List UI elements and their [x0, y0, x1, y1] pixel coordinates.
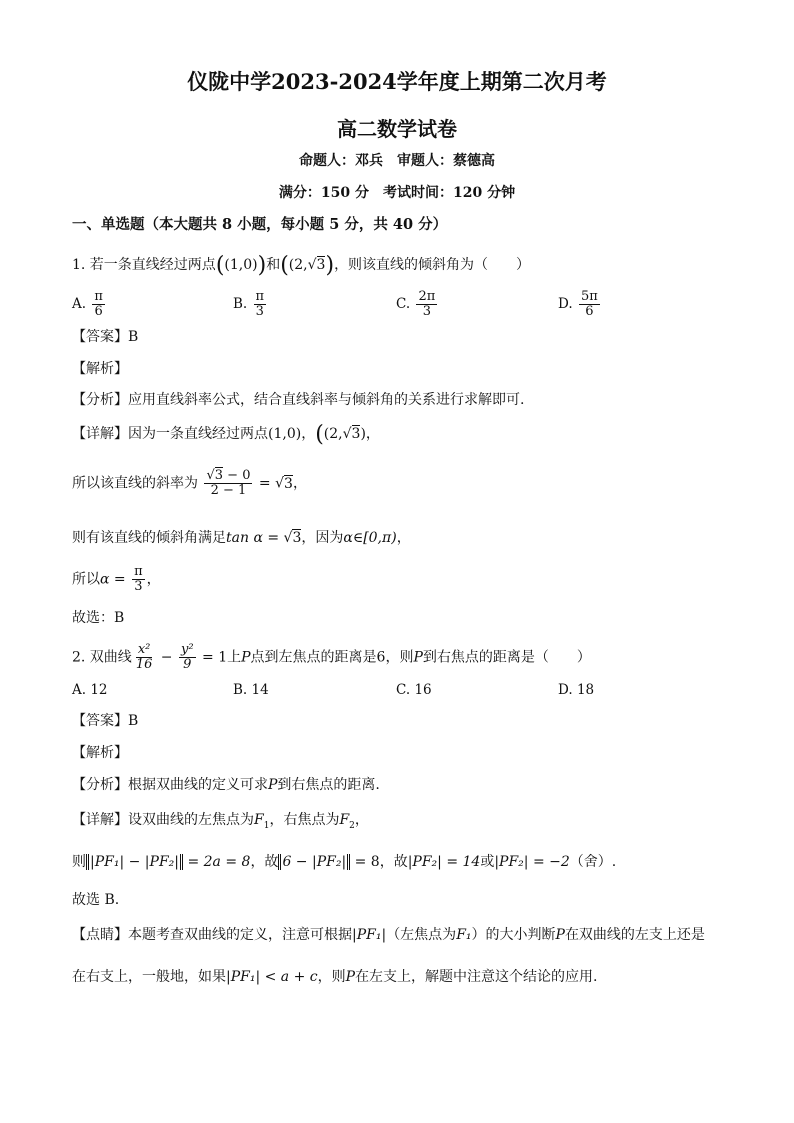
q2-answer: 【答案】B: [72, 713, 139, 729]
q1-fenxi: 【分析】应用直线斜率公式，结合直线斜率与倾斜角的关系进行求解即可.: [72, 392, 525, 408]
option-a[interactable]: A. $\frac{\pi}{6}$: [72, 289, 103, 319]
q1-conclusion: 故选：B: [72, 610, 125, 626]
q2-calculation: 则 |PF₁| − |PF₂| = 2a = 8，故 6 − |PF₂| = 8，故|PF₂| = 14或|PF₂| = −2（舍）.: [72, 854, 617, 870]
q1-alpha: 所以α = $\frac{\pi}{3}$ ，: [72, 564, 161, 594]
option-b[interactable]: B. $\frac{\pi}{3}$: [233, 289, 265, 319]
section-heading: 一、单选题（本大题共 8 小题，每小题 5 分，共 40 分）: [72, 216, 448, 233]
exam-title: 仪陇中学2023-2024学年度上期第二次月考: [187, 69, 607, 94]
exam-info: 满分：150 分 考试时间：120 分钟: [278, 185, 516, 201]
q1-tan: 则有该直线的倾斜角满足tan α = √3，因为α∈[0,π)，: [72, 530, 411, 546]
option-d[interactable]: D. 18: [558, 682, 595, 698]
q2-dianjing-line2: 在右支上，一般地，如果|PF₁| < a + c，则P在左支上，解题中注意这个结论的应用.: [72, 969, 598, 985]
q2-conclusion: 故选 B.: [72, 892, 120, 908]
q2-dianjing-line1: 【点睛】本题考查双曲线的定义，注意可根据|PF₁|（左焦点为F₁）的大小判断P在双曲线的左支上还是: [72, 927, 705, 943]
exam-authors: 命题人：邓兵 审题人：蔡德高: [299, 153, 495, 169]
q1-detail: 【详解】因为一条直线经过两点(1,0)，((2,√3)，: [72, 422, 380, 447]
q2-detail: 【详解】设双曲线的左焦点为$F_1$，右焦点为$F_2$，: [72, 812, 369, 831]
q1-slope: 所以该直线的斜率为 $\frac{√3 - 0}{2 - 1}$ = √3，: [72, 468, 307, 498]
question-1: 1. 若一条直线经过两点((1,0))和((2,√3)，则该直线的倾斜角为（ ）: [72, 253, 531, 278]
option-c[interactable]: C. 16: [396, 682, 432, 698]
option-a[interactable]: A. 12: [72, 682, 108, 698]
option-c[interactable]: C. $\frac{2\pi}{3}$: [396, 289, 436, 319]
q1-answer: 【答案】B: [72, 329, 139, 345]
q1-analysis-tag: 【解析】: [72, 361, 128, 377]
question-2: 2. 双曲线 $\frac{\text{x²}}{16}$ − $\frac{\text{y²}}{9}$ = 1上P点到左焦点的距离是6，则P到右焦点的距离是（ ）: [72, 642, 591, 672]
exam-subtitle: 高二数学试卷: [337, 117, 457, 141]
q2-fenxi: 【分析】根据双曲线的定义可求P到右焦点的距离.: [72, 777, 380, 793]
q2-analysis-tag: 【解析】: [72, 745, 128, 761]
option-b[interactable]: B. 14: [233, 682, 269, 698]
option-d[interactable]: D. $\frac{5\pi}{6}$: [558, 289, 598, 319]
